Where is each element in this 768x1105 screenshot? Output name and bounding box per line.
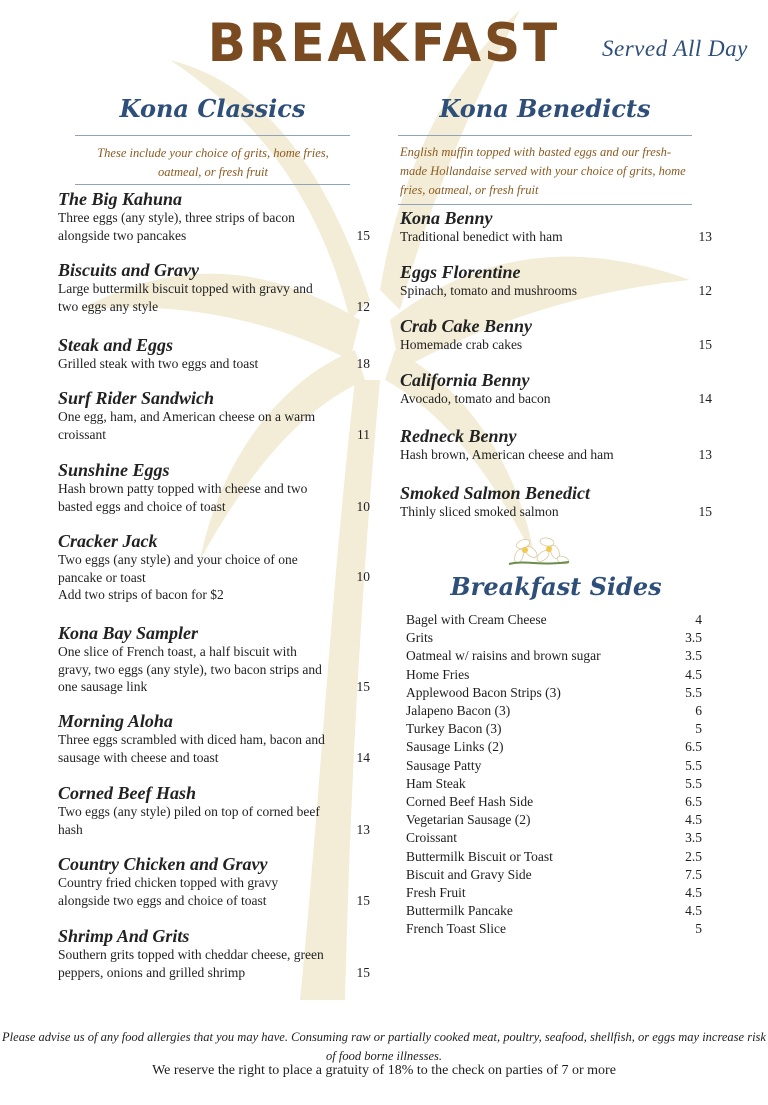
list-item	[406, 738, 702, 756]
item-desc: Two eggs (any style) and your choice of one pancake or toast	[58, 552, 298, 585]
item-desc: One egg, ham, and American cheese on a warm croissant	[58, 409, 316, 442]
side-name: Croissant	[406, 830, 458, 846]
list-item	[406, 811, 702, 829]
plumeria-flowers-icon	[503, 530, 575, 572]
side-price: 5.5	[685, 775, 702, 791]
side-name: Buttermilk Pancake	[406, 903, 513, 919]
divider	[75, 135, 350, 136]
item-desc: Spinach, tomato and mushrooms	[400, 283, 577, 298]
item-desc: Two eggs (any style) piled on top of corned beef hash	[58, 804, 320, 837]
item-name: Shrimp And Grits	[58, 926, 190, 946]
item-price: 13	[698, 447, 712, 462]
sides-list	[406, 611, 702, 939]
side-name: Sausage Links (2)	[406, 739, 504, 755]
list-item	[406, 647, 702, 665]
side-price: 2.5	[685, 848, 702, 864]
side-price: 4.5	[685, 903, 702, 919]
side-price: 4.5	[685, 666, 702, 682]
item-price: 14	[698, 391, 712, 406]
item-name: Cracker Jack	[58, 531, 158, 551]
item-desc: Country fried chicken topped with gravy alongside two eggs and choice of toast	[58, 875, 279, 908]
side-price: 5	[695, 921, 702, 937]
side-price: 4.5	[685, 812, 702, 828]
list-item	[406, 884, 702, 902]
item-price: 13	[356, 821, 370, 837]
item-price: 10	[356, 569, 370, 584]
item-price: 15	[698, 504, 712, 519]
menu-item	[400, 370, 712, 408]
menu-item	[58, 531, 370, 604]
menu-item	[58, 926, 370, 981]
list-item	[406, 666, 702, 684]
list-item	[406, 866, 702, 884]
menu-item	[58, 260, 370, 315]
item-name: Morning Aloha	[58, 711, 173, 731]
side-name: Jalapeno Bacon (3)	[406, 703, 511, 719]
item-price: 12	[356, 298, 370, 314]
item-desc: Grilled steak with two eggs and toast	[58, 356, 259, 371]
side-name: Corned Beef Hash Side	[406, 794, 534, 810]
list-item	[406, 920, 702, 938]
item-desc: Hash brown, American cheese and ham	[400, 447, 614, 462]
menu-item	[58, 335, 370, 373]
menu-item	[58, 623, 370, 696]
item-price: 14	[356, 749, 370, 765]
item-desc: Large buttermilk biscuit topped with gravy and two eggs any style	[58, 281, 313, 314]
benedicts-note: English muffin topped with basted eggs and our fresh-made Hollandaise served with your choice of grits, home fries, oatmeal, or fresh fruit	[400, 145, 686, 197]
classics-note: These include your choice of grits, home fries, oatmeal, or fresh fruit	[97, 146, 329, 179]
item-price: 12	[698, 283, 712, 298]
side-price: 4.5	[685, 885, 702, 901]
side-name: Vegetarian Sausage (2)	[406, 812, 531, 828]
side-name: Buttermilk Biscuit or Toast	[406, 848, 553, 864]
item-desc: Hash brown patty topped with cheese and two basted eggs and choice of toast	[58, 481, 308, 514]
divider	[75, 184, 350, 185]
side-name: Turkey Bacon (3)	[406, 721, 502, 737]
item-name: Redneck Benny	[400, 426, 517, 446]
list-item	[406, 775, 702, 793]
side-name: Biscuit and Gravy Side	[406, 866, 532, 882]
item-desc: Avocado, tomato and bacon	[400, 391, 551, 406]
page-title: BREAKFAST	[207, 12, 561, 74]
item-price: 11	[357, 426, 370, 442]
list-item	[406, 611, 702, 629]
menu-item	[400, 316, 712, 354]
item-name: Biscuits and Gravy	[58, 260, 200, 280]
menu-item	[58, 189, 370, 244]
side-price: 6.5	[685, 739, 702, 755]
item-name: Corned Beef Hash	[58, 783, 197, 803]
side-name: French Toast Slice	[406, 921, 507, 937]
list-item	[406, 793, 702, 811]
item-desc: Homemade crab cakes	[400, 337, 523, 352]
side-name: Bagel with Cream Cheese	[406, 612, 547, 627]
item-price: 10	[356, 498, 370, 514]
item-desc: Three eggs scrambled with diced ham, bacon and sausage with cheese and toast	[58, 732, 325, 765]
list-item	[406, 848, 702, 866]
item-desc: Southern grits topped with cheddar cheese, green peppers, onions and grilled shrimp	[58, 947, 324, 980]
gratuity-notice: We reserve the right to place a gratuity of 18% to the check on parties of 7 or more	[152, 1063, 616, 1078]
item-name: The Big Kahuna	[58, 189, 183, 209]
menu-item	[58, 460, 370, 515]
item-name: Sunshine Eggs	[58, 460, 170, 480]
item-name: Eggs Florentine	[400, 262, 521, 282]
list-item	[406, 720, 702, 738]
menu-item	[58, 783, 370, 838]
divider	[398, 204, 692, 205]
menu-item	[58, 388, 370, 443]
allergy-notice: Please advise us of any food allergies that you may have. Consuming raw or partially cooked meat, poultry, seafood, shellfish, or eggs may increase risk of food borne illnesses.	[2, 1030, 766, 1063]
item-price: 18	[356, 356, 370, 371]
item-name: Surf Rider Sandwich	[58, 388, 215, 408]
side-price: 6.5	[685, 794, 702, 810]
item-price: 13	[698, 229, 712, 244]
side-price: 6	[695, 703, 702, 719]
menu-item	[400, 483, 712, 521]
side-price: 5	[695, 721, 702, 737]
served-all-day: Served All Day	[602, 36, 748, 61]
side-name: Oatmeal w/ raisins and brown sugar	[406, 648, 601, 664]
item-name: Kona Bay Sampler	[58, 623, 199, 643]
kona-classics-heading: Kona Classics	[119, 94, 306, 123]
menu-item	[58, 711, 370, 766]
side-price: 7.5	[685, 866, 702, 882]
side-price: 4	[695, 612, 702, 627]
side-name: Grits	[406, 630, 433, 646]
item-desc: Thinly sliced smoked salmon	[400, 504, 559, 519]
side-price: 3.5	[685, 648, 702, 664]
item-price: 15	[356, 964, 370, 980]
list-item	[406, 629, 702, 647]
item-desc: One slice of French toast, a half biscuit with gravy, two eggs (any style), two bacon strips and one sausage link	[58, 644, 322, 694]
item-name: Steak and Eggs	[58, 335, 174, 355]
breakfast-sides-heading: Breakfast Sides	[450, 572, 662, 601]
side-price: 5.5	[685, 757, 702, 773]
item-price: 15	[356, 679, 370, 694]
item-price: 15	[356, 227, 370, 243]
item-price: 15	[698, 337, 712, 352]
item-desc: Traditional benedict with ham	[400, 229, 563, 244]
item-extra: Add two strips of bacon for $2	[58, 587, 224, 602]
item-name: California Benny	[400, 370, 530, 390]
menu-item	[400, 208, 712, 246]
kona-benedicts-heading: Kona Benedicts	[439, 94, 651, 123]
item-name: Country Chicken and Gravy	[58, 854, 268, 874]
side-price: 3.5	[685, 830, 702, 846]
menu-item	[400, 426, 712, 464]
side-name: Fresh Fruit	[406, 885, 466, 901]
list-item	[406, 684, 702, 702]
item-name: Crab Cake Benny	[400, 316, 533, 336]
side-name: Applewood Bacon Strips (3)	[406, 684, 561, 700]
side-price: 5.5	[685, 684, 702, 700]
list-item	[406, 902, 702, 920]
side-name: Home Fries	[406, 666, 470, 682]
list-item	[406, 829, 702, 847]
item-price: 15	[356, 892, 370, 908]
list-item	[406, 757, 702, 775]
side-name: Ham Steak	[406, 775, 466, 791]
side-name: Sausage Patty	[406, 757, 482, 773]
side-price: 3.5	[685, 630, 702, 646]
item-name: Smoked Salmon Benedict	[400, 483, 591, 503]
item-desc: Three eggs (any style), three strips of bacon alongside two pancakes	[58, 210, 295, 243]
menu-item	[400, 262, 712, 300]
menu-item	[58, 854, 370, 909]
divider	[398, 135, 692, 136]
item-name: Kona Benny	[400, 208, 493, 228]
list-item	[406, 702, 702, 720]
